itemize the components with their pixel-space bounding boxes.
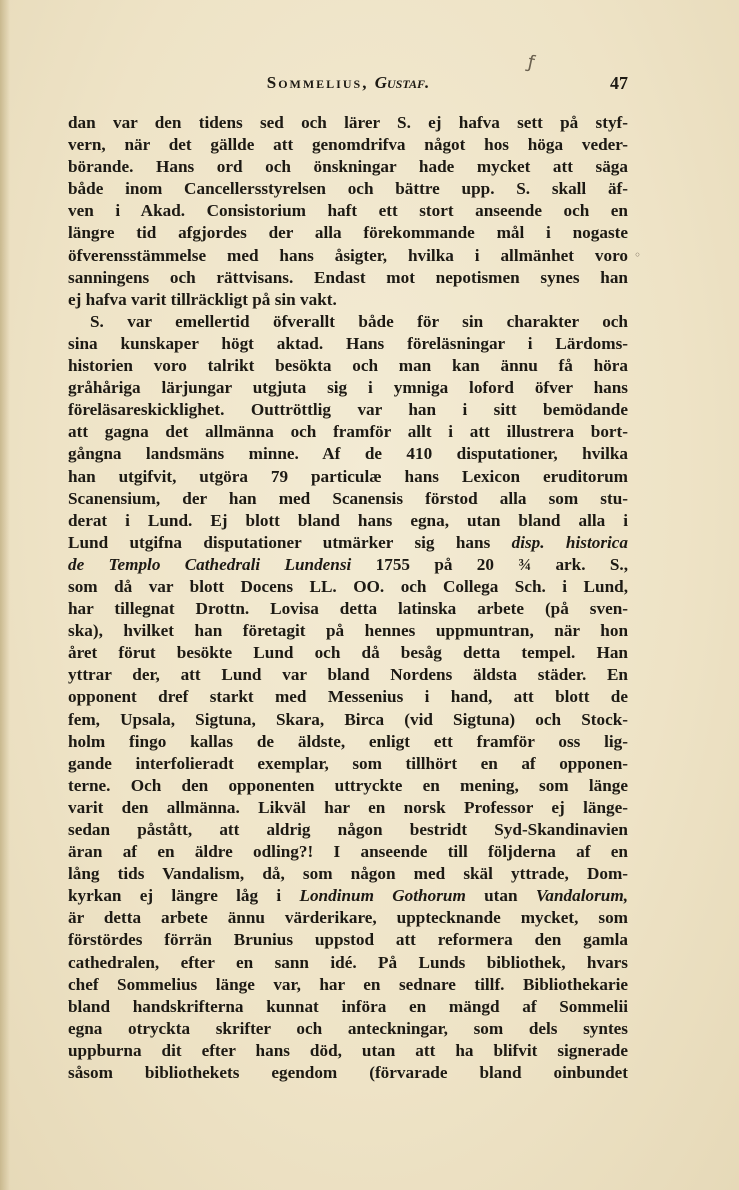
body-text [68,112,628,1084]
text-line: har tillegnat Drottn. Lovisa detta latinska arbete (på sven- [68,599,628,619]
text-line: både inom Cancellersstyrelsen och bättre upp. S. skall äf- [68,179,628,199]
text-line: föreläsareskicklighet. Outtröttlig var han i sitt bemödande [68,400,628,420]
text-line: S. var emellertid öfverallt både för sin charakter och [90,311,628,331]
text-line: förstördes förrän Brunius uppstod att reformera den gamla [68,930,628,950]
ink-speck-mark: ƒ [525,51,537,74]
text-line: uppburna dit efter hans död, utan att ha blifvit signerade [68,1040,628,1060]
text-line: är detta arbete ännu värderikare, upptecknande mycket, som [68,908,628,928]
text-line: sedan påstått, att aldrig någon bestridt Syd-Skandinavien [68,820,628,839]
italic-title: de Templo Cathedrali Lundensi [68,554,352,574]
text-line: längre tid afgjordes der alla förekommande mål i nogaste [68,223,628,243]
text-line [68,554,628,576]
running-head-surname: Sommelius, [266,73,369,92]
margin-tick-mark: ◦ [634,248,642,262]
text-line: fem, Upsala, Sigtuna, Skara, Birca (vid Sigtuna) och Stock- [68,709,628,729]
text-segment: Lund utgifna disputationer utmärker sig hans [68,532,491,552]
text-line: lång tids Vandalism, då, som någon med skäl yttrade, Dom- [68,864,628,884]
text-line: varit den allmänna. Likväl har en norsk Professor ej länge- [68,797,628,817]
italic-term: Vandalorum, [535,886,628,906]
text-line: dan var den tidens sed och lärer S. ej hafva sett på styf- [68,113,628,132]
text-line: opponent dref starkt med Messenius i hand, att blott de [68,687,628,707]
text-line: terne. Och den opponenten uttryckte en mening, som länge [68,775,628,795]
italic-term: Londinum Gothorum [299,886,466,906]
text-line: sanningens och rättvisans. Endast mot nepotismen synes han [68,267,628,287]
page-header [68,73,628,97]
text-line: holm fingo kallas de äldste, enligt ett framför oss lig- [68,731,628,751]
text-line: året förut besökte Lund och då besåg detta tempel. Han [68,643,628,663]
text-line: gångna landsmäns minne. Af de 410 disputationer, hvilka [68,444,628,464]
text-line: ej hafva varit tillräckligt på sin vakt. [68,289,337,309]
text-line: bland handskrifterna kunnat införa en mängd af Sommelii [68,996,628,1016]
text-line: ven i Akad. Consistorium haft ett stort anseende och en [68,201,628,221]
page-edge-shadow [0,0,10,1190]
text-line: ska), hvilket han företagit på hennes uppmuntran, när hon [68,621,628,641]
text-line: Scanensium, der han med Scanensis förstod alla som stu- [68,488,628,508]
italic-title: disp. historica [511,532,629,552]
text-line: historien voro talrikt besökta och man kan ännu få höra [68,356,628,376]
text-line: som då var blott Docens LL. OO. och Collega Sch. i Lund, [68,576,628,596]
text-line: börande. Hans ord och önskningar hade mycket att säga [68,157,628,177]
running-head-given-name: Gustaf. [374,73,430,92]
running-head [68,73,628,93]
text-line: öfverensstämmelse med hans åsigter, hvilka i allmänhet voro [68,245,628,265]
text-line: derat i Lund. Ej blott bland hans egna, utan bland alla i [68,510,628,530]
text-line: äran af en äldre odling?! I anseende till följderna af en [68,842,628,862]
text-line: såsom bibliothekets egendom (förvarade bland oinbundet [68,1063,628,1083]
text-line: chef Sommelius länge var, har en sednare tillf. Bibliothekarie [68,974,628,994]
text-line: yttrar der, att Lund var bland Nordens äldsta städer. En [68,665,628,685]
text-segment: 1755 på 20 ¾ ark. S., [375,554,628,574]
text-line: egna otryckta skrifter och anteckningar, som dels syntes [68,1018,628,1038]
text-line: sina kunskaper högt aktad. Hans föreläsningar i Lärdoms- [68,333,628,353]
text-line: vern, när det gällde att genomdrifva något hos höga veder- [68,135,628,155]
text-line: gråhåriga lärjungar utgjuta sig i ymniga loford öfver hans [68,378,628,398]
page-number: 47 [610,73,628,93]
text-line: han utgifvit, utgöra 79 particulæ hans Lexicon eruditorum [68,466,628,486]
text-line: att gagna det allmänna och framför allt i att illustrera bort- [68,422,628,442]
text-line: cathedralen, efter en sann idé. På Lunds bibliothek, hvars [68,952,628,972]
text-line [68,532,628,554]
text-segment: kyrkan ej längre låg i [68,886,282,906]
text-line [68,885,628,907]
text-line: gande interfolieradt exemplar, som tillhört en af opponen- [68,753,628,773]
text-segment: utan [484,886,518,906]
